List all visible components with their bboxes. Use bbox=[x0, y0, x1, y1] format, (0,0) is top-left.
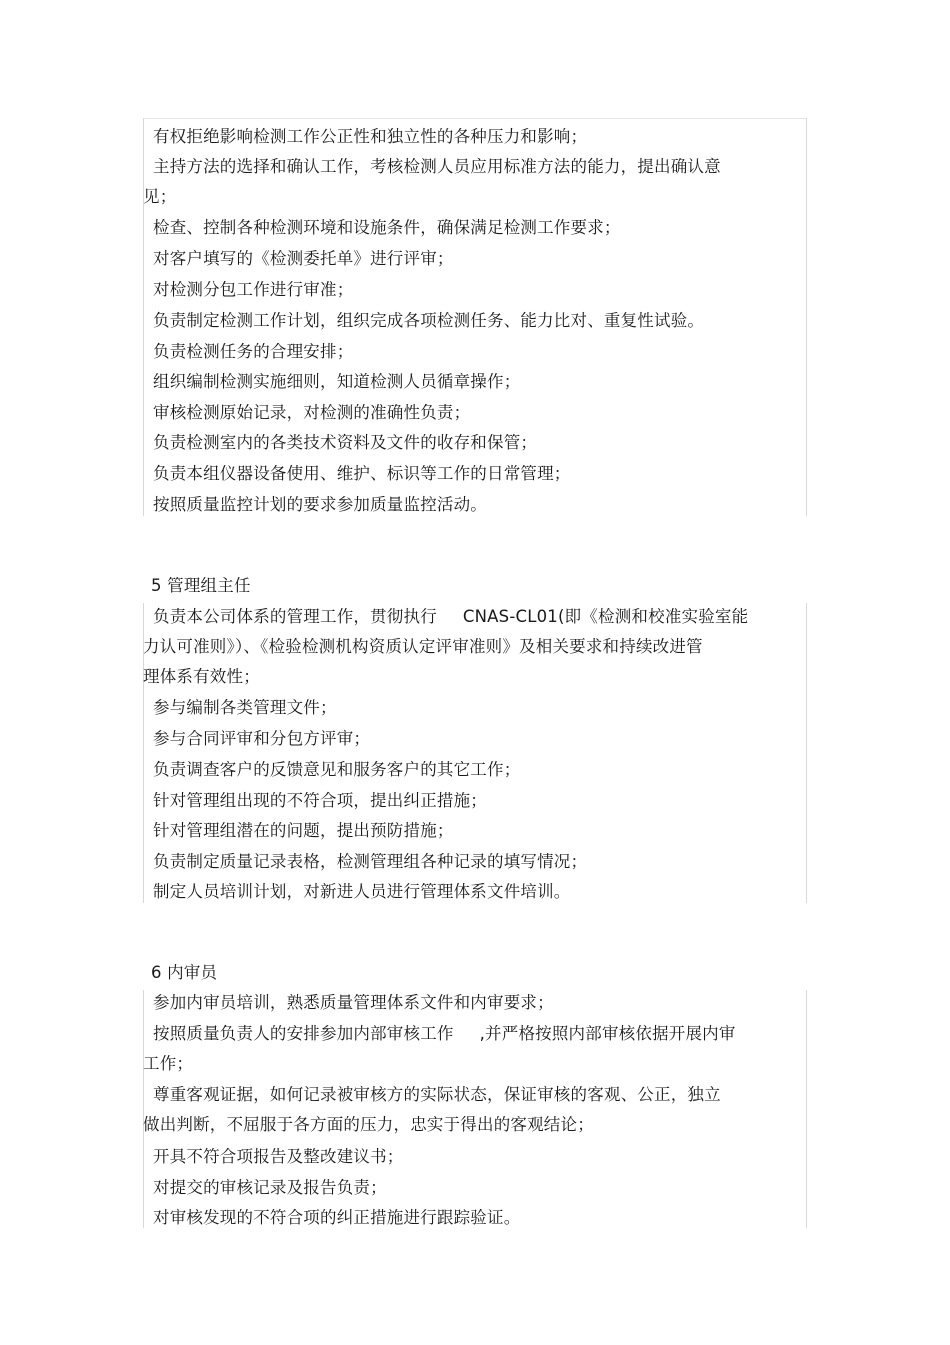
s5-item-1: 参与编制各类管理文件； bbox=[153, 698, 337, 717]
s5-item-5: 针对管理组潜在的问题，提出预防措施； bbox=[153, 821, 454, 840]
s4-item-2-cont: 见； bbox=[143, 187, 177, 206]
table-right-border-1 bbox=[806, 118, 807, 516]
s4-item-8: 组织编制检测实施细则，知道检测人员循章操作； bbox=[153, 372, 521, 391]
s5-item-2: 参与合同评审和分包方评审； bbox=[153, 729, 371, 748]
s5-heading: 5 管理组主任 bbox=[151, 576, 251, 595]
s4-item-2: 主持方法的选择和确认工作，考核检测人员应用标准方法的能力，提出确认意 bbox=[153, 157, 721, 176]
s5-item-4: 针对管理组出现的不符合项，提出纠正措施； bbox=[153, 791, 487, 810]
s4-item-10: 负责检测室内的各类技术资料及文件的收存和保管； bbox=[153, 433, 538, 452]
s5-item-7: 制定人员培训计划，对新进人员进行管理体系文件培训。 bbox=[153, 882, 571, 901]
s4-item-6: 负责制定检测工作计划，组织完成各项检测任务、能力比对、重复性试验。 bbox=[153, 311, 705, 330]
s6-item-2a: 按照质量负责人的安排参加内部审核工作 bbox=[153, 1024, 454, 1043]
s6-item-1: 参加内审员培训，熟悉质量管理体系文件和内审要求； bbox=[153, 993, 554, 1012]
s5-line-1b: CNAS-CL01(即《检测和校准实验室能 bbox=[462, 607, 749, 626]
s6-item-4: 开具不符合项报告及整改建议书； bbox=[153, 1147, 404, 1166]
s5-item-3: 负责调查客户的反馈意见和服务客户的其它工作； bbox=[153, 760, 521, 779]
s4-item-9: 审核检测原始记录，对检测的准确性负责； bbox=[153, 403, 471, 422]
s4-item-12: 按照质量监控计划的要求参加质量监控活动。 bbox=[153, 495, 487, 514]
s5-item-6: 负责制定质量记录表格，检测管理组各种记录的填写情况； bbox=[153, 852, 588, 871]
s6-item-5: 对提交的审核记录及报告负责； bbox=[153, 1178, 387, 1197]
s4-item-3: 检查、控制各种检测环境和设施条件，确保满足检测工作要求； bbox=[153, 218, 621, 237]
s5-line-1 bbox=[143, 606, 793, 628]
table-right-border-2 bbox=[806, 603, 807, 903]
s4-item-1: 有权拒绝影响检测工作公正性和独立性的各种压力和影响； bbox=[153, 127, 588, 146]
s6-item-2 bbox=[143, 1023, 793, 1045]
s4-item-11: 负责本组仪器设备使用、维护、标识等工作的日常管理； bbox=[153, 464, 571, 483]
table-right-border-3 bbox=[806, 990, 807, 1228]
table-top-border bbox=[143, 118, 807, 119]
s5-line-3: 理体系有效性； bbox=[143, 667, 260, 686]
s6-item-3-cont: 做出判断，不屈服于各方面的压力，忠实于得出的客观结论； bbox=[143, 1115, 594, 1134]
s6-item-2b: ,并严格按照内部审核依据开展内审 bbox=[479, 1024, 736, 1043]
s6-item-6: 对审核发现的不符合项的纠正措施进行跟踪验证。 bbox=[153, 1208, 521, 1227]
s6-item-3: 尊重客观证据，如何记录被审核方的实际状态，保证审核的客观、公正，独立 bbox=[153, 1085, 721, 1104]
s5-line-1a: 负责本公司体系的管理工作，贯彻执行 bbox=[153, 607, 437, 626]
s6-item-2-cont: 工作； bbox=[143, 1054, 194, 1073]
s5-line-2: 力认可准则》）、《检验检测机构资质认定评审准则》及相关要求和持续改进管 bbox=[143, 637, 703, 656]
s6-heading: 6 内审员 bbox=[151, 963, 218, 982]
s4-item-4: 对客户填写的《检测委托单》进行评审； bbox=[153, 249, 454, 268]
s4-item-5: 对检测分包工作进行审准； bbox=[153, 280, 354, 299]
s4-item-7: 负责检测任务的合理安排； bbox=[153, 342, 354, 361]
